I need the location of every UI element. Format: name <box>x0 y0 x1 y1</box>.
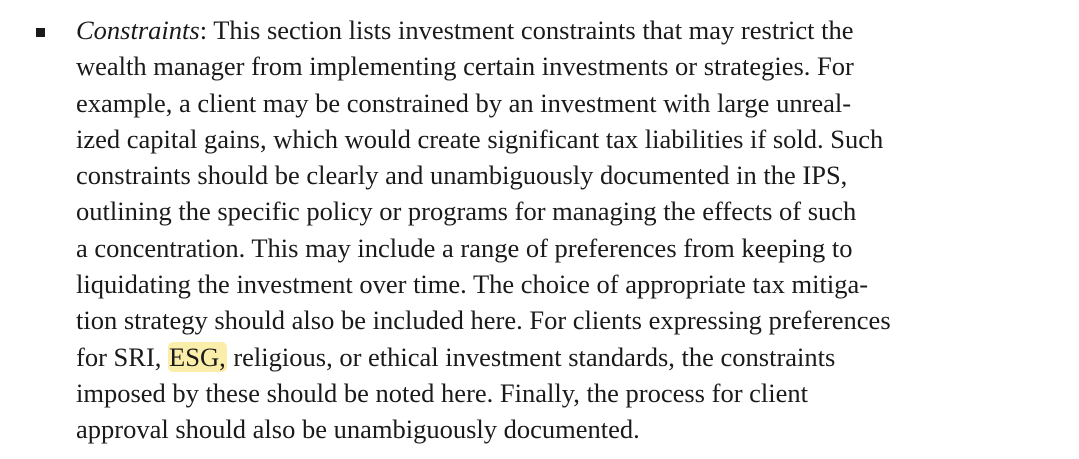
line-10-after-highlight: religious, or ethical investment standards, the constraints <box>226 341 836 372</box>
paragraph-line-5: constraints should be clearly and unambiguously documented in the IPS, <box>76 160 848 191</box>
paragraph-line-10 <box>76 339 1066 375</box>
square-bullet-icon <box>36 28 45 37</box>
paragraph-line-6: outlining the specific policy or programs for managing the effects of such <box>76 196 857 227</box>
term-constraints: Constraints <box>76 15 200 45</box>
paragraph-line-12: approval should also be unambiguously documented. <box>76 414 640 445</box>
term-description-start: : This section lists investment constraints that may restrict the <box>199 15 854 45</box>
paragraph-line-1 <box>76 12 1066 48</box>
line-10-before-highlight: for SRI, <box>76 341 169 372</box>
highlighted-term-esg: ESG, <box>169 341 226 372</box>
paragraph-line-3: example, a client may be constrained by an investment with large unreal- <box>76 87 852 118</box>
paragraph-line-4: ized capital gains, which would create significant tax liabilities if sold. Such <box>76 123 884 154</box>
paragraph-line-8: liquidating the investment over time. The choice of appropriate tax mitiga- <box>76 269 869 300</box>
paragraph-line-2: wealth manager from implementing certain investments or strategies. For <box>76 51 854 82</box>
paragraph-line-9: tion strategy should also be included here. For clients expressing preferences <box>76 305 891 336</box>
constraints-paragraph <box>76 12 1066 448</box>
paragraph-line-11: imposed by these should be noted here. Finally, the process for client <box>76 377 809 408</box>
paragraph-line-7: a concentration. This may include a range of preferences from keeping to <box>76 232 853 263</box>
